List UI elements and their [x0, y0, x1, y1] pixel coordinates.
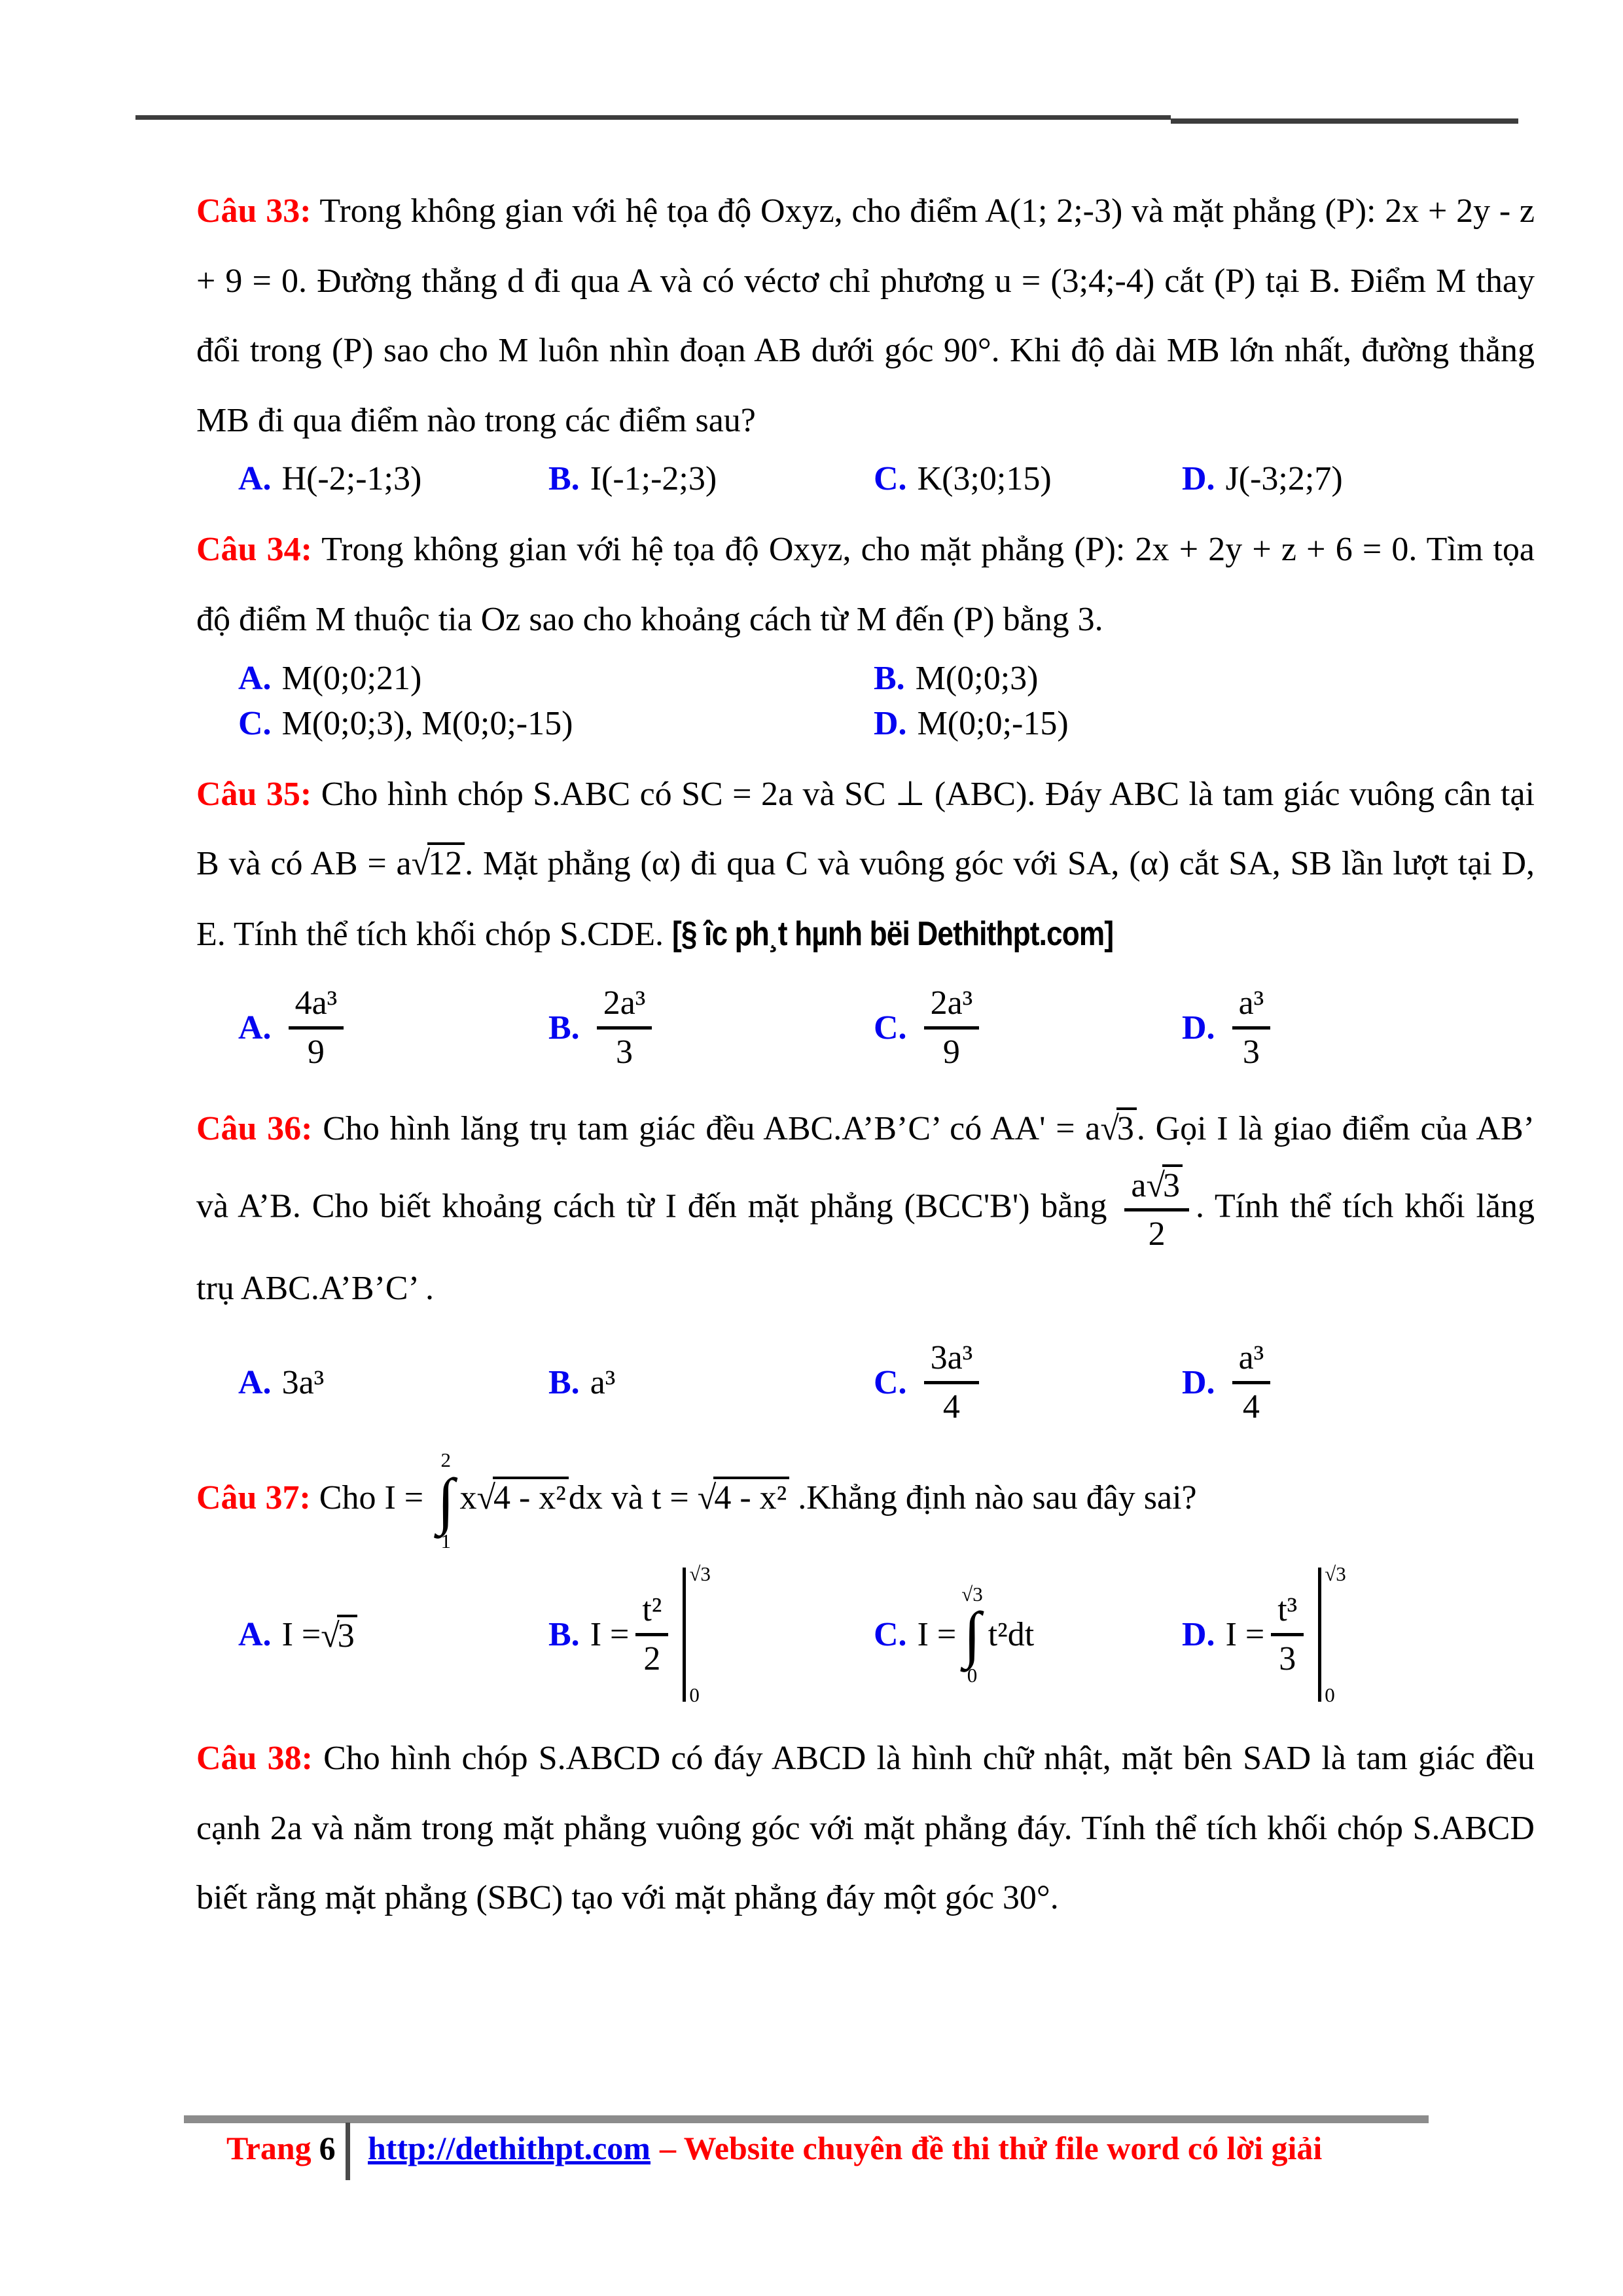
coefficient: a [1131, 1166, 1147, 1204]
option-text: K(3;0;15) [917, 460, 1052, 498]
question-33 [196, 177, 1535, 456]
question-36-text-3: . Tính thể tích khối lăng trụ ABC.A’B’C’ . [196, 1187, 1535, 1308]
option-35-A [238, 984, 548, 1072]
question-35-options [196, 984, 1535, 1072]
option-letter: C. [238, 704, 272, 742]
denominator: 2 [1148, 1215, 1166, 1253]
fraction [597, 984, 652, 1072]
option-37-D [1182, 1562, 1535, 1707]
question-37 [196, 1448, 1535, 1553]
question-37-options [196, 1562, 1535, 1707]
numerator: t³ [1271, 1590, 1304, 1636]
option-letter: A. [238, 1616, 272, 1654]
denominator: 3 [1242, 1033, 1260, 1071]
option-35-D [1182, 984, 1535, 1072]
equation-lhs: t = [651, 1479, 698, 1517]
question-36-text-1: Cho hình lăng trụ tam giác đều ABC.A’B’C’ có AA' = a [312, 1109, 1101, 1147]
numerator: t² [635, 1590, 668, 1636]
footer-divider [346, 2123, 350, 2180]
option-34-A [238, 659, 874, 698]
sqrt-expression [321, 1615, 357, 1655]
option-text: M(0;0;3) [915, 659, 1039, 697]
option-letter: A. [238, 460, 272, 498]
eval-lower-bound: 0 [1325, 1683, 1335, 1707]
option-37-B [548, 1562, 874, 1707]
option-34-D [874, 704, 1509, 743]
radical-sign: √ [697, 1479, 717, 1517]
option-text: M(0;0;21) [281, 659, 422, 697]
option-letter: D. [1182, 1009, 1215, 1047]
option-letter: A. [238, 659, 272, 697]
radicand: 4 - x² [713, 1477, 789, 1516]
option-33-A [238, 459, 548, 498]
denominator: 9 [942, 1033, 960, 1071]
fraction [924, 1338, 980, 1427]
sqrt-expression [698, 1479, 789, 1516]
radicand: 3 [1116, 1107, 1137, 1147]
option-text: M(0;0;3), M(0;0;-15) [281, 704, 573, 742]
option-letter: D. [874, 704, 907, 742]
equation-lhs: I = [590, 1616, 630, 1654]
option-letter: B. [548, 1009, 580, 1047]
eval-upper-bound: √3 [1325, 1562, 1346, 1586]
question-33-options [196, 459, 1535, 498]
numerator [1124, 1164, 1189, 1212]
option-letter: B. [874, 659, 905, 697]
integral [437, 1448, 454, 1553]
header-rule-left [135, 115, 1171, 120]
sqrt-expression [1100, 1110, 1137, 1147]
question-35-label: Câu 35: [196, 775, 312, 813]
option-letter: C. [874, 460, 907, 498]
option-letter: A. [238, 1009, 272, 1047]
fraction [924, 984, 980, 1072]
fraction [1124, 1164, 1189, 1255]
integral-lower-bound: 0 [967, 1663, 978, 1687]
option-33-D [1182, 459, 1535, 498]
option-text: M(0;0;-15) [917, 704, 1069, 742]
option-36-A [238, 1363, 548, 1402]
question-33-text: Trong không gian với hệ tọa độ Oxyz, cho điểm A(1; 2;-3) và mặt phẳng (P): 2x + 2y - z + 9 = 0. Đường thẳng d đi qua A và có véctơ chỉ phương u = (3;4;-4) cắt (P) tại B. Điểm M thay đổi trong (P) sao cho M luôn nhìn đoạn AB dưới góc 90°. Khi độ dài MB lớn nhất, đường thẳng MB đi qua điểm nào trong các điểm sau? [196, 192, 1535, 439]
numerator: 4a³ [289, 984, 344, 1030]
question-35-text-1: Cho hình chóp S.ABC có SC = 2a và SC ⊥ (ABC). Đáy ABC là tam giác vuông cân tại B và có AB = a [196, 775, 1535, 883]
fraction [635, 1590, 668, 1679]
question-34 [196, 515, 1535, 655]
numerator: a³ [1232, 984, 1271, 1030]
option-34-C [238, 704, 874, 743]
footer-tagline: – Website chuyên đề thi thử file word có lời giải [659, 2130, 1323, 2166]
option-letter: C. [874, 1009, 907, 1047]
question-34-options-row2 [196, 704, 1535, 743]
question-37-text-3: .Khẳng định nào sau đây sai? [789, 1479, 1197, 1517]
question-37-text-1: Cho [310, 1479, 385, 1517]
option-letter: A. [238, 1363, 272, 1401]
page-number: 6 [319, 2130, 336, 2166]
denominator: 3 [616, 1033, 633, 1071]
equation-lhs: I = [917, 1616, 957, 1654]
question-36-label: Câu 36: [196, 1109, 313, 1147]
denominator: 4 [1242, 1388, 1260, 1426]
page-label: Trang [226, 2130, 312, 2166]
option-text: a³ [590, 1363, 616, 1401]
option-letter: B. [548, 460, 580, 498]
integral-sign: ∫ [437, 1465, 455, 1535]
fraction [1232, 1338, 1271, 1427]
question-34-label: Câu 34: [196, 531, 312, 569]
equation-lhs: I = [1225, 1616, 1265, 1654]
option-letter: D. [1182, 460, 1215, 498]
question-37-text-2: và [602, 1479, 652, 1517]
fraction [1232, 984, 1271, 1072]
evaluation-bar [1318, 1562, 1346, 1707]
integral [961, 1583, 983, 1687]
option-33-C [874, 459, 1182, 498]
option-37-A [238, 1615, 548, 1655]
publisher-note: [§ îc ph¸t hµnh bëi Dethithpt.com] [671, 914, 1114, 953]
integral-lower-bound: 1 [440, 1530, 452, 1553]
option-text: J(-3;2;7) [1225, 460, 1343, 498]
option-letter: C. [874, 1363, 907, 1401]
eval-upper-bound: √3 [689, 1562, 711, 1586]
option-letter: B. [548, 1616, 580, 1654]
question-33-label: Câu 33: [196, 192, 312, 230]
eval-lower-bound: 0 [689, 1683, 700, 1707]
integral-upper-bound: √3 [961, 1582, 983, 1605]
option-33-B [548, 459, 874, 498]
numerator: 2a³ [924, 984, 980, 1030]
radical-sign: √ [321, 1617, 340, 1655]
radical-sign: √ [1100, 1109, 1119, 1147]
option-36-D [1182, 1338, 1535, 1427]
integral-upper-bound: 2 [440, 1448, 452, 1472]
radical-sign: √ [1146, 1166, 1165, 1204]
radical-sign: √ [476, 1479, 495, 1517]
sqrt-expression [412, 845, 465, 882]
option-35-B [548, 984, 874, 1072]
equation-lhs: I = [281, 1616, 321, 1654]
numerator: 2a³ [597, 984, 652, 1030]
question-35-text-2: . Mặt phẳng (α) đi qua C và vuông góc với SA, (α) cắt SA, SB lần lượt tại D, E. Tính thể tích khối chóp S.CDE. [196, 845, 1535, 953]
question-36-text-2: . Gọi I là giao điểm của AB’ và A’B. Cho biết khoảng cách từ I đến mặt phẳng (BCC'B') bằng [196, 1109, 1535, 1225]
questions-area [196, 177, 1535, 1937]
question-36 [196, 1094, 1535, 1324]
option-37-C [874, 1583, 1182, 1687]
footer-rule [184, 2115, 1429, 2123]
header-rule-right [1171, 118, 1518, 124]
radical-sign: √ [411, 845, 431, 883]
website-link[interactable]: http://dethithpt.com [368, 2130, 651, 2166]
option-text: H(-2;-1;3) [281, 460, 422, 498]
option-35-C [874, 984, 1182, 1072]
option-36-B [548, 1363, 874, 1402]
radicand: 12 [427, 842, 465, 882]
option-letter: B. [548, 1363, 580, 1401]
evaluation-bar [683, 1562, 711, 1707]
radicand: 3 [1162, 1164, 1183, 1204]
option-36-C [874, 1338, 1182, 1427]
option-text: 3a³ [281, 1363, 325, 1401]
question-35 [196, 760, 1535, 970]
integrand: t²dt [988, 1616, 1035, 1654]
question-36-options [196, 1338, 1535, 1427]
equation-lhs: I = [384, 1479, 433, 1517]
question-38-text: Cho hình chóp S.ABCD có đáy ABCD là hình chữ nhật, mặt bên SAD là tam giác đều cạnh 2a và nằm trong mặt phẳng vuông góc với mặt phẳng đáy. Tính thể tích khối chóp S.ABCD biết rằng mặt phẳng (SBC) tạo với mặt phẳng đáy một góc 30°. [196, 1740, 1535, 1917]
question-34-text: Trong không gian với hệ tọa độ Oxyz, cho mặt phẳng (P): 2x + 2y + z + 6 = 0. Tìm tọa độ điểm M thuộc tia Oz sao cho khoảng cách từ M đến (P) bằng 3. [196, 531, 1535, 638]
radicand: 3 [337, 1615, 357, 1655]
option-letter: D. [1182, 1363, 1215, 1401]
question-37-label: Câu 37: [196, 1479, 311, 1517]
denominator: 2 [643, 1640, 661, 1678]
footer-info [368, 2129, 1322, 2167]
denominator: 3 [1279, 1640, 1296, 1678]
fraction [1271, 1590, 1304, 1679]
question-38-label: Câu 38: [196, 1740, 313, 1778]
sqrt-expression [1146, 1167, 1183, 1204]
option-34-B [874, 659, 1509, 698]
fraction [289, 984, 344, 1072]
denominator: 9 [307, 1033, 325, 1071]
sqrt-expression [476, 1479, 568, 1516]
integral-sign: ∫ [963, 1599, 981, 1670]
denominator: 4 [942, 1388, 960, 1426]
integrand-prefix: x [459, 1479, 477, 1517]
footer-page-indicator [226, 2129, 336, 2167]
radicand: 4 - x² [493, 1477, 569, 1516]
numerator: 3a³ [924, 1338, 980, 1384]
differential: dx [568, 1479, 603, 1517]
option-text: I(-1;-2;3) [590, 460, 717, 498]
option-letter: D. [1182, 1616, 1215, 1654]
numerator: a³ [1232, 1338, 1271, 1384]
option-letter: C. [874, 1616, 907, 1654]
question-38 [196, 1724, 1535, 1933]
question-34-options-row1 [196, 659, 1535, 698]
